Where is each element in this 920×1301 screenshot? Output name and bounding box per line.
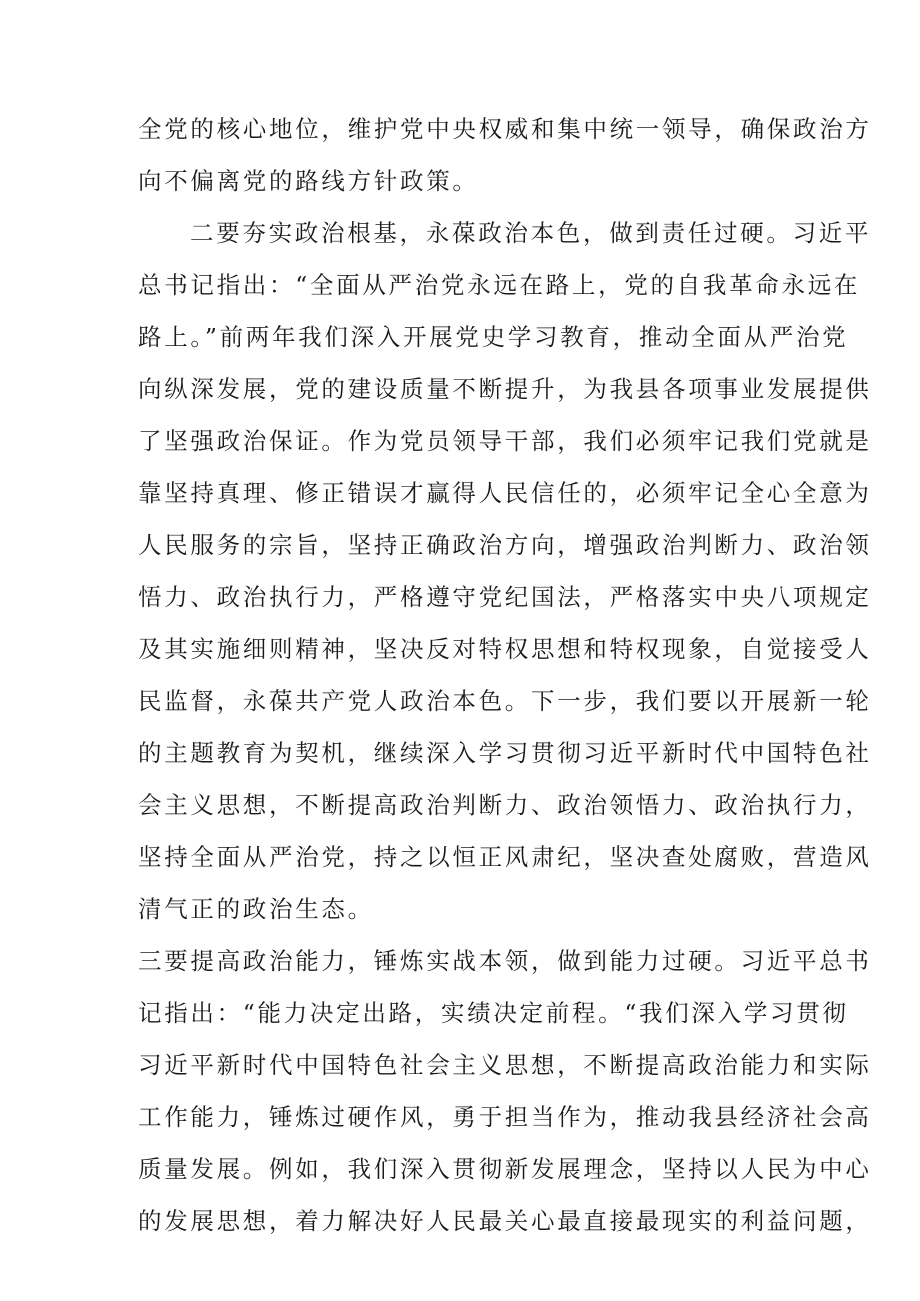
text-line: 工作能力，锤炼过硬作风，勇于担当作为，推动我县经济社会高 xyxy=(138,1103,872,1131)
text-line: 及其实施细则精神，坚决反对特权思想和特权现象，自觉接受人 xyxy=(138,635,872,663)
text-line: 质量发展。例如，我们深入贯彻新发展理念，坚持以人民为中心 xyxy=(138,1155,872,1183)
text-line: 清气正的政治生态。 xyxy=(138,895,374,923)
text-line: 记指出：“能力决定出路，实绩决定前程。“我们深入学习贯彻 xyxy=(138,999,849,1027)
text-line: 的发展思想，着力解决好人民最关心最直接最现实的利益问题， xyxy=(138,1207,872,1235)
text-line: 的主题教育为契机，继续深入学习贯彻习近平新时代中国特色社 xyxy=(138,739,872,767)
text-line: 悟力、政治执行力，严格遵守党纪国法，严格落实中央八项规定 xyxy=(138,583,872,611)
paragraph-third-point xyxy=(138,935,872,1247)
text-line: 路上。”前两年我们深入开展党史学习教育，推动全面从严治党 xyxy=(138,323,849,351)
text-line: 向纵深发展，党的建设质量不断提升，为我县各项事业发展提供 xyxy=(138,375,872,403)
paragraph-second-point xyxy=(138,207,872,935)
text-line: 坚持全面从严治党，持之以恒正风肃纪，坚决查处腐败，营造风 xyxy=(138,843,872,871)
text-line: 会主义思想，不断提高政治判断力、政治领悟力、政治执行力， xyxy=(138,791,872,819)
text-line: 二要夯实政治根基，永葆政治本色，做到责任过硬。习近平 xyxy=(190,219,872,247)
text-line: 全党的核心地位，维护党中央权威和集中统一领导，确保政治方 xyxy=(138,115,872,143)
text-line: 习近平新时代中国特色社会主义思想，不断提高政治能力和实际 xyxy=(138,1051,872,1079)
text-line: 靠坚持真理、修正错误才赢得人民信任的，必须牢记全心全意为 xyxy=(138,479,872,507)
text-line: 民监督，永葆共产党人政治本色。下一步，我们要以开展新一轮 xyxy=(138,687,872,715)
text-line: 总书记指出：“全面从严治党永远在路上，党的自我革命永远在 xyxy=(138,271,861,299)
body-text xyxy=(138,103,872,1247)
text-line: 了坚强政治保证。作为党员领导干部，我们必须牢记我们党就是 xyxy=(138,427,872,455)
paragraph-continuation xyxy=(138,103,872,207)
text-line: 向不偏离党的路线方针政策。 xyxy=(138,167,479,195)
text-line: 人民服务的宗旨，坚持正确政治方向，增强政治判断力、政治领 xyxy=(138,531,872,559)
text-line: 三要提高政治能力，锤炼实战本领，做到能力过硬。习近平总书 xyxy=(138,947,872,975)
